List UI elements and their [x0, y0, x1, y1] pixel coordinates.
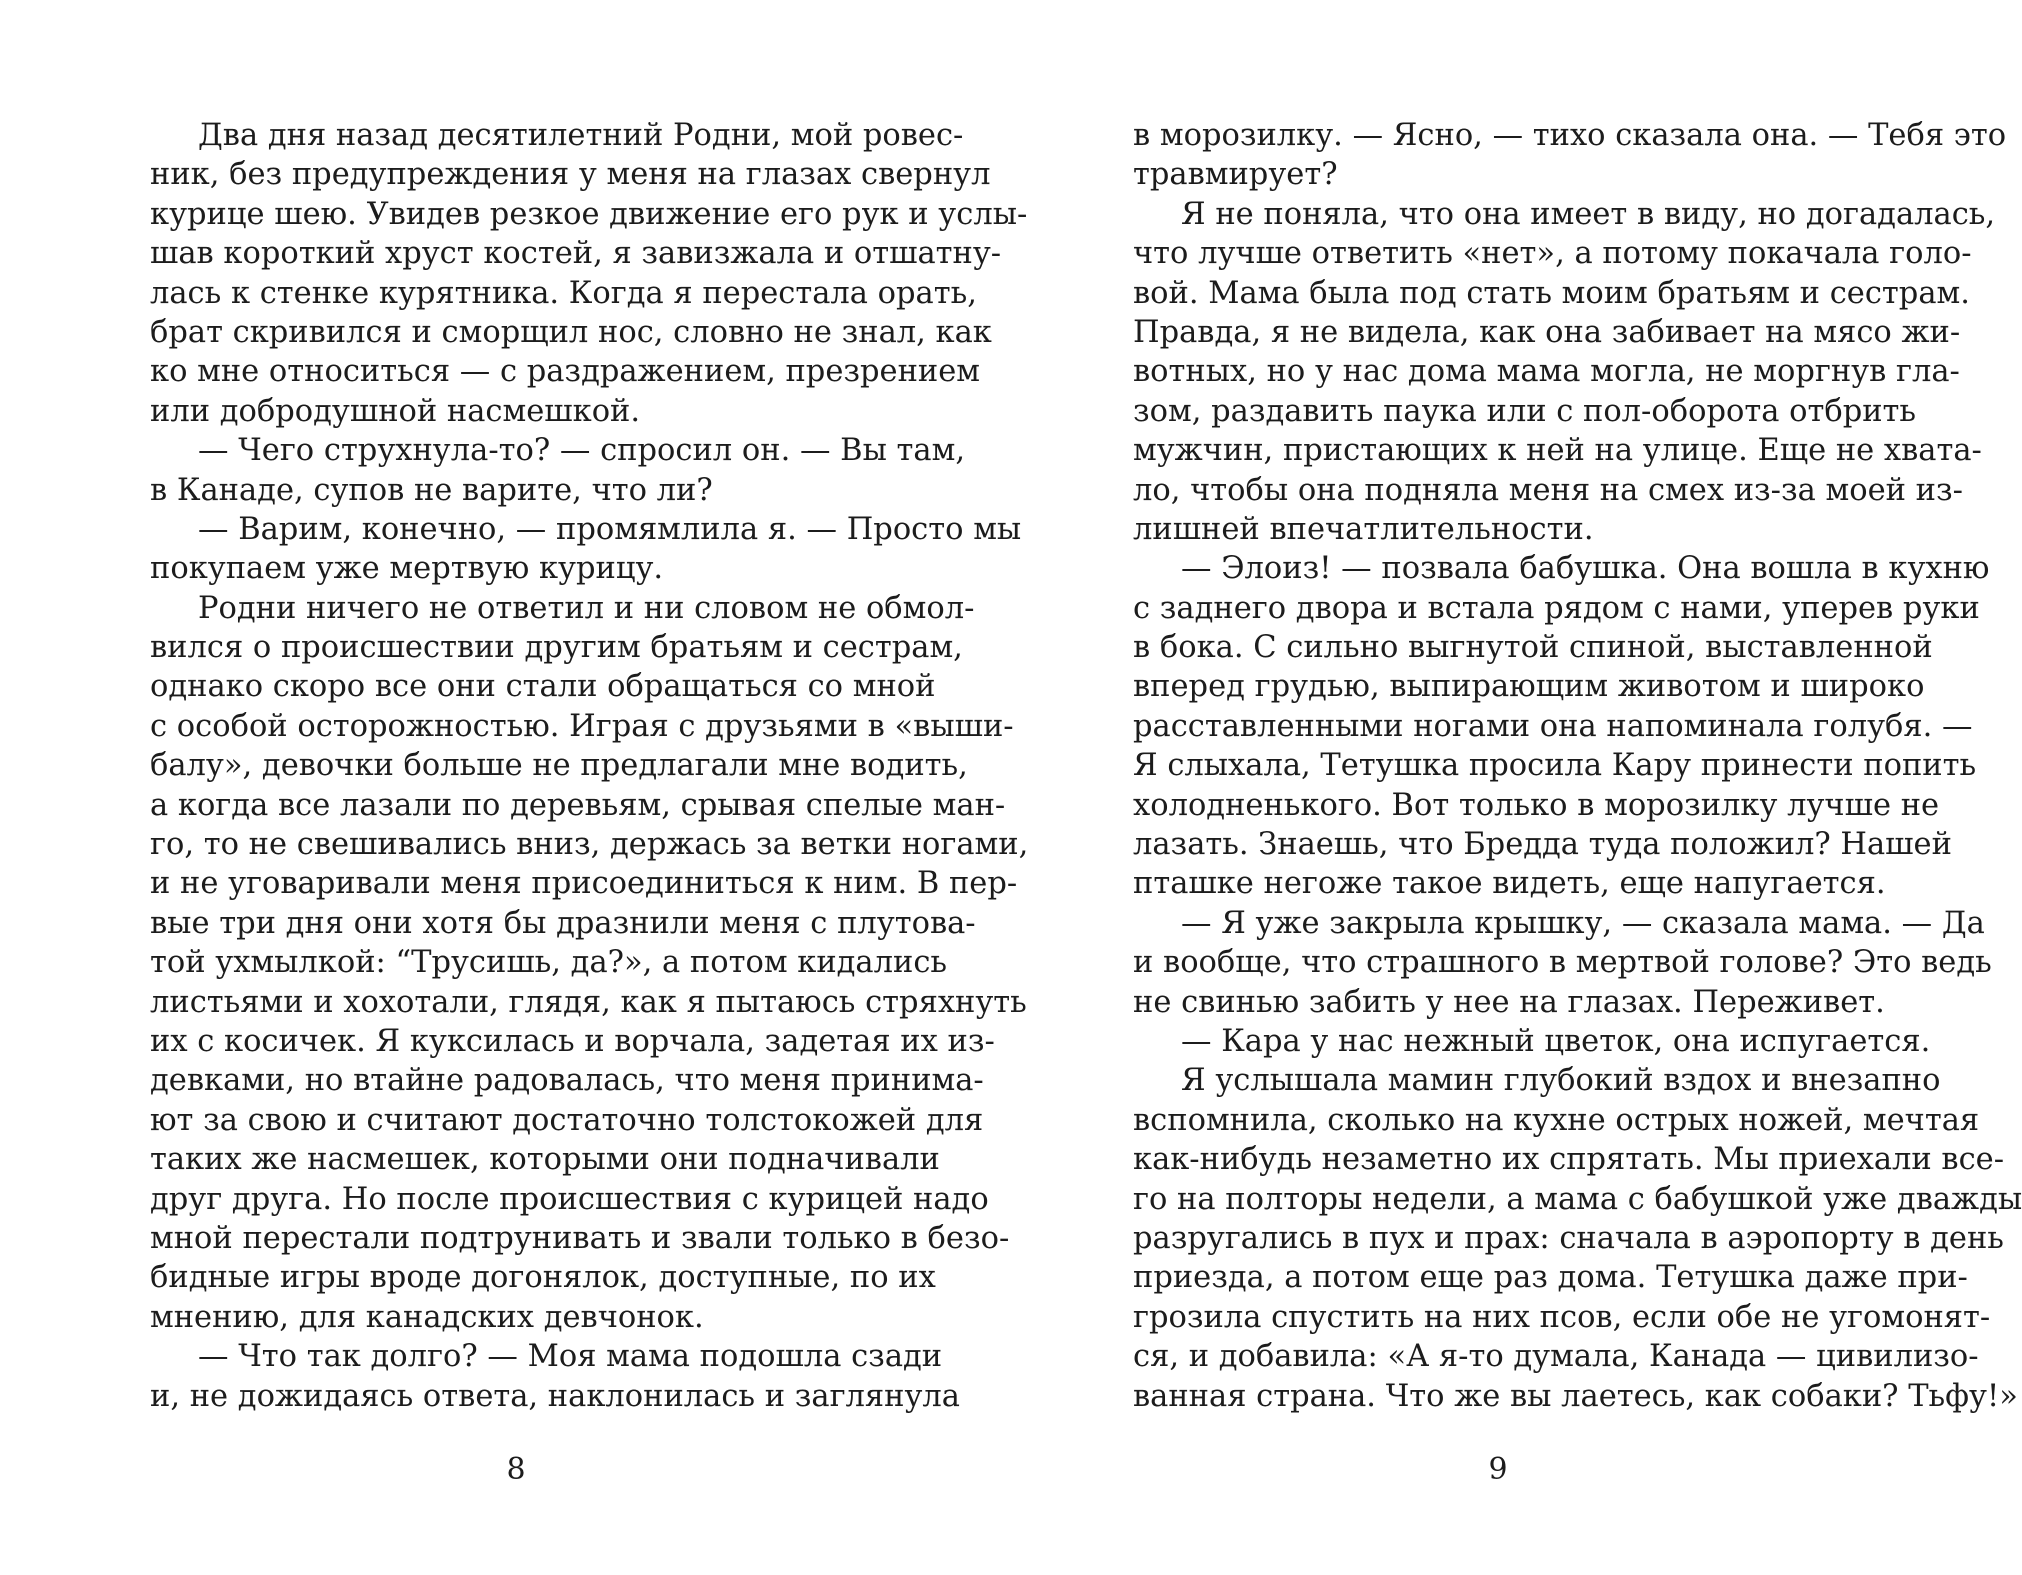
text-line: таких же насмешек, которыми они подначивали	[150, 1142, 940, 1178]
text-line: однако скоро все они стали обращаться со мной	[150, 669, 936, 705]
text-line: зом, раздавить паука или с пол-оборота отбрить	[1133, 393, 1917, 429]
text-line: ют за свою и считают достаточно толстокожей для	[150, 1102, 984, 1138]
text-line: мной перестали подтрунивать и звали только в безо-	[150, 1220, 1010, 1256]
text-line: вотных, но у нас дома мама могла, не моргнув гла-	[1133, 354, 1960, 390]
text-line: Два дня назад десятилетний Родни, мой ровес-	[198, 118, 964, 153]
text-line: с заднего двора и встала рядом с нами, уперев руки	[1133, 590, 1980, 626]
text-line: шав короткий хруст костей, я завизжала и отшатну-	[150, 236, 1002, 272]
text-line: ник, без предупреждения у меня на глазах свернул	[150, 157, 991, 193]
page-number-left: 8	[506, 1452, 526, 1487]
text-line: — Что так долго? — Моя мама подошла сзади	[198, 1339, 943, 1375]
text-line: приезда, а потом еще раз дома. Тетушка даже при-	[1133, 1260, 1968, 1296]
text-line: Я не поняла, что она имеет в виду, но догадалась,	[1181, 196, 1996, 232]
text-line: го, то не свешивались вниз, держась за ветки ногами,	[150, 827, 1029, 863]
text-line: той ухмылкой: “Трусишь, да?», а потом кидались	[150, 945, 948, 981]
text-line: друг друга. Но после происшествия с курицей надо	[150, 1181, 989, 1217]
text-line: травмирует?	[1133, 157, 1338, 193]
text-line: ванная страна. Что же вы лаетесь, как собаки? Тьфу!»	[1133, 1378, 2018, 1414]
text-line: вой. Мама была под стать моим братьям и сестрам.	[1133, 275, 1970, 311]
text-line: лазать. Знаешь, что Бредда туда положил? Нашей	[1133, 827, 1952, 863]
text-line: в морозилку. — Ясно, — тихо сказала она. — Тебя это	[1133, 118, 2007, 153]
right-page	[1000, 0, 2022, 1575]
text-line: — Я уже закрыла крышку, — сказала мама. — Да	[1181, 905, 1985, 941]
text-line: го на полторы недели, а мама с бабушкой уже дважды	[1133, 1181, 2022, 1217]
text-line: девками, но втайне радовалась, что меня принима-	[150, 1063, 984, 1099]
text-line: их с косичек. Я куксилась и ворчала, задетая их из-	[150, 1023, 995, 1059]
text-line: в бока. С сильно выгнутой спиной, выставленной	[1133, 630, 1933, 666]
text-line: брат скривился и сморщил нос, словно не знал, как	[150, 314, 992, 350]
text-line: Я слыхала, Тетушка просила Кару принести попить	[1133, 748, 1977, 784]
text-line: вперед грудью, выпирающим животом и широко	[1133, 669, 1925, 705]
text-line: — Элоиз! — позвала бабушка. Она вошла в кухню	[1181, 551, 1990, 587]
text-line: вспомнила, сколько на кухне острых ножей, мечтая	[1133, 1102, 1980, 1138]
text-line: листьями и хохотали, глядя, как я пытаюсь стряхнуть	[150, 984, 1027, 1020]
left-page-text	[150, 116, 1029, 1416]
text-line: и, не дожидаясь ответа, наклонилась и заглянула	[150, 1378, 960, 1414]
text-line: курице шею. Увидев резкое движение его рук и услы-	[150, 196, 1028, 232]
text-line: холодненького. Вот только в морозилку лучше не	[1133, 787, 1940, 823]
text-line: пташке негоже такое видеть, еще напугается.	[1133, 866, 1886, 902]
text-line: в Канаде, супов не варите, что ли?	[150, 472, 713, 508]
text-line: не свинью забить у нее на глазах. Переживет.	[1133, 984, 1885, 1020]
text-line: ся, и добавила: «А я-то думала, Канада — цивилизо-	[1133, 1339, 1979, 1375]
text-line: грозила спустить на них псов, если обе не угомонят-	[1133, 1299, 1991, 1335]
text-line: — Кара у нас нежный цветок, она испугается.	[1181, 1023, 1931, 1059]
text-line: — Чего струхнула-то? — спросил он. — Вы там,	[198, 433, 966, 469]
text-line: что лучше ответить «нет», а потому покачала голо-	[1133, 236, 1972, 272]
text-line: как-нибудь незаметно их спрятать. Мы приехали все-	[1133, 1142, 2005, 1178]
text-line: и не уговаривали меня присоединиться к ним. В пер-	[150, 866, 1018, 902]
text-line: Правда, я не видела, как она забивает на мясо жи-	[1133, 314, 1961, 350]
text-line: или добродушной насмешкой.	[150, 393, 641, 429]
text-line: вился о происшествии другим братьям и сестрам,	[150, 630, 963, 666]
text-line: а когда все лазали по деревьям, срывая спелые ман-	[150, 787, 1006, 823]
text-line: расставленными ногами она напоминала голубя. —	[1133, 708, 1973, 744]
text-line: ко мне относиться — с раздражением, презрением	[150, 354, 981, 390]
text-line: ло, чтобы она подняла меня на смех из-за моей из-	[1133, 472, 1963, 508]
text-line: балу», девочки больше не предлагали мне водить,	[150, 748, 968, 784]
text-line: — Варим, конечно, — промямлила я. — Просто мы	[198, 511, 1022, 547]
text-line: бидные игры вроде догонялок, доступные, по их	[150, 1260, 936, 1296]
text-line: лишней впечатлительности.	[1133, 511, 1594, 547]
text-line: Родни ничего не ответил и ни словом не обмол-	[198, 590, 975, 626]
text-line: с особой осторожностью. Играя с друзьями в «выши-	[150, 708, 1014, 744]
text-line: и вообще, что страшного в мертвой голове? Это ведь	[1133, 945, 1992, 981]
text-line: покупаем уже мертвую курицу.	[150, 551, 664, 587]
page-number-right: 9	[1488, 1452, 1508, 1487]
text-line: лась к стенке курятника. Когда я перестала орать,	[150, 275, 977, 311]
text-line: вые три дня они хотя бы дразнили меня с плутова-	[150, 905, 976, 941]
text-line: мужчин, пристающих к ней на улице. Еще не хвата-	[1133, 433, 1982, 469]
text-line: Я услышала мамин глубокий вздох и внезапно	[1181, 1063, 1941, 1099]
text-line: мнению, для канадских девчонок.	[150, 1299, 704, 1335]
text-line: разругались в пух и прах: сначала в аэропорту в день	[1133, 1220, 2004, 1256]
right-page-text	[1133, 116, 2022, 1416]
